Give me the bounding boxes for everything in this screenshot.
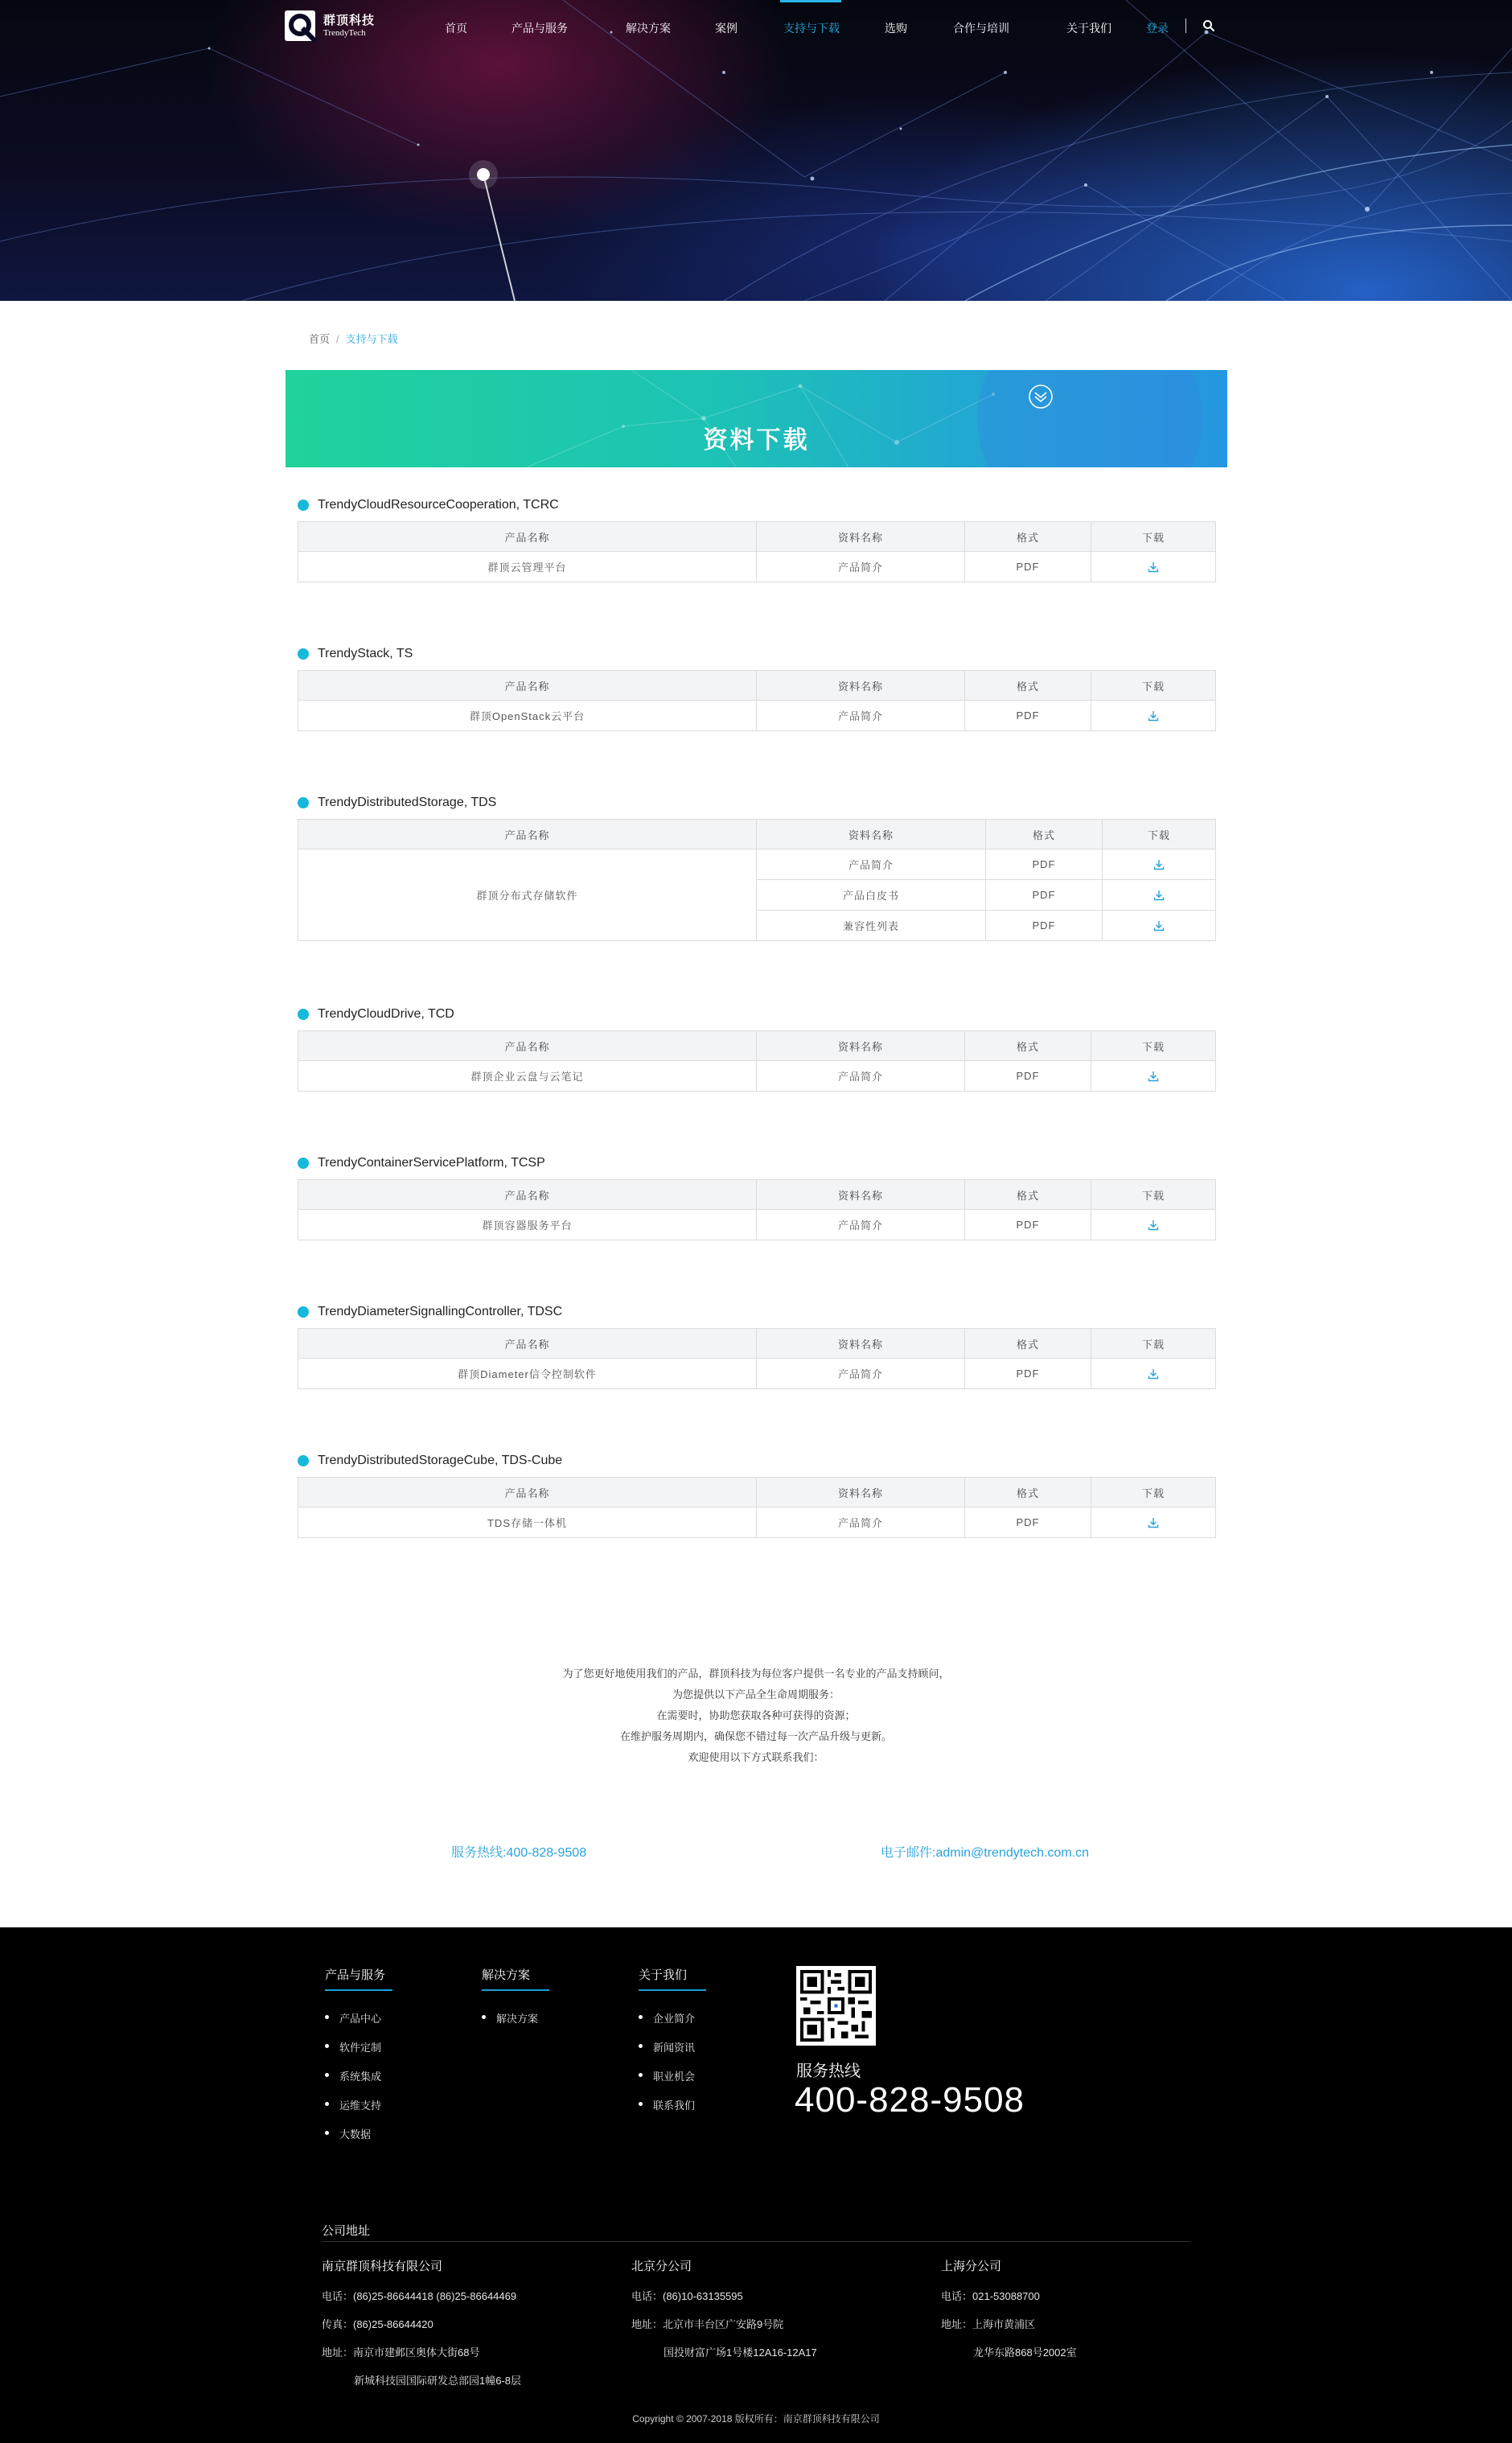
- intro-line: 在需要时，协助您获取各种可获得的资源；: [656, 1709, 856, 1721]
- section-title: TrendyDiameterSignallingController, TDSC: [318, 1305, 563, 1318]
- download-icon[interactable]: [1148, 561, 1159, 573]
- col-header-download: 下载: [1091, 1031, 1216, 1061]
- download-icon[interactable]: [1148, 710, 1159, 722]
- col-header-doc: 资料名称: [757, 1031, 965, 1061]
- table-header-row: [298, 1478, 1216, 1507]
- active-nav-indicator: [780, 0, 841, 2]
- office-address-cont: 龙华东路868号2002室: [973, 2346, 1077, 2359]
- footer-hotline-label: 服务热线: [796, 2063, 861, 2080]
- footer-column-products: [325, 1966, 392, 2155]
- download-icon[interactable]: [1148, 1517, 1159, 1528]
- section-bullet-icon: [298, 1009, 309, 1020]
- email-link[interactable]: 电子邮件:admin@trendytech.com.cn: [881, 1846, 1089, 1860]
- download-cell[interactable]: [1091, 1507, 1216, 1538]
- col-header-product: 产品名称: [298, 1329, 757, 1359]
- product-name-cell: 群顶OpenStack云平台: [298, 701, 757, 731]
- table-header-row: [298, 1180, 1216, 1210]
- qr-code: [796, 1966, 876, 2046]
- col-header-download: 下载: [1091, 522, 1216, 552]
- section-header: [298, 1302, 1215, 1322]
- breadcrumb-home[interactable]: 首页: [309, 333, 331, 345]
- doc-name-cell: 产品简介: [757, 1210, 965, 1240]
- table-row: [298, 1061, 1216, 1092]
- format-cell: PDF: [965, 701, 1091, 731]
- banner-title: 资料下载: [703, 427, 810, 454]
- product-section: [298, 1302, 1215, 1380]
- footer-link[interactable]: 企业简介: [639, 2010, 706, 2039]
- footer-link[interactable]: 职业机会: [639, 2068, 706, 2097]
- address-divider: [322, 2241, 1190, 2242]
- footer-link[interactable]: 新闻资讯: [639, 2039, 706, 2068]
- nav-cooperation-training[interactable]: 合作与培训: [953, 22, 1009, 35]
- logo-cn-text: 群顶科技: [323, 13, 376, 27]
- footer-column-title: 关于我们: [639, 1966, 706, 1991]
- col-header-doc: 资料名称: [757, 1180, 965, 1210]
- intro-line: 欢迎使用以下方式联系我们：: [688, 1751, 824, 1763]
- product-name-cell: TDS存储一体机: [298, 1507, 757, 1538]
- format-cell: PDF: [965, 1359, 1091, 1389]
- col-header-doc: 资料名称: [757, 671, 965, 701]
- table-header-row: [298, 1031, 1216, 1061]
- nav-about-us[interactable]: 关于我们: [1066, 22, 1111, 35]
- breadcrumb-separator: /: [336, 333, 339, 345]
- col-header-download: 下载: [1091, 1329, 1216, 1359]
- doc-name-cell: 产品简介: [757, 1061, 965, 1092]
- qr-code-icon: [800, 1970, 872, 2042]
- product-section: [298, 644, 1215, 722]
- doc-name-cell: 产品白皮书: [757, 880, 986, 911]
- table-row: [298, 552, 1216, 582]
- download-cell[interactable]: [1103, 849, 1216, 880]
- product-name-cell: 群顶容器服务平台: [298, 1210, 757, 1240]
- nav-home[interactable]: 首页: [445, 22, 467, 35]
- col-header-download: 下载: [1103, 820, 1216, 849]
- table-row: [298, 1359, 1216, 1389]
- table-header-row: [298, 820, 1216, 849]
- section-header: [298, 1451, 1215, 1470]
- logo-q-icon: [283, 9, 318, 43]
- section-title: TrendyDistributedStorage, TDS: [318, 796, 497, 809]
- footer-link[interactable]: 系统集成: [325, 2068, 392, 2097]
- office-beijing: [631, 2257, 937, 2372]
- col-header-product: 产品名称: [298, 1031, 757, 1061]
- nav-purchase[interactable]: 选购: [885, 22, 907, 35]
- support-intro: [0, 1664, 1512, 1768]
- section-bullet-icon: [298, 1158, 309, 1169]
- section-title: TrendyStack, TS: [318, 647, 413, 660]
- download-cell[interactable]: [1091, 1061, 1216, 1092]
- col-header-product: 产品名称: [298, 820, 757, 849]
- download-cell[interactable]: [1103, 911, 1216, 941]
- footer-column-title: 产品与服务: [325, 1966, 392, 1991]
- doc-name-cell: 产品简介: [757, 552, 965, 582]
- format-cell: PDF: [965, 1061, 1091, 1092]
- office-shanghai: [941, 2257, 1247, 2372]
- col-header-format: 格式: [965, 522, 1091, 552]
- footer-link[interactable]: 产品中心: [325, 2010, 392, 2039]
- section-header: [298, 1154, 1215, 1173]
- footer-link[interactable]: 软件定制: [325, 2039, 392, 2068]
- download-icon[interactable]: [1153, 859, 1165, 870]
- top-navigation: [0, 0, 1512, 55]
- download-table: [298, 670, 1216, 731]
- download-circle-icon: [1028, 384, 1054, 409]
- section-header: [298, 644, 1215, 664]
- section-bullet-icon: [298, 500, 309, 511]
- col-header-product: 产品名称: [298, 522, 757, 552]
- col-header-product: 产品名称: [298, 1180, 757, 1210]
- download-cell[interactable]: [1091, 701, 1216, 731]
- intro-line: 为您提供以下产品全生命周期服务：: [672, 1688, 840, 1701]
- office-address-cont: 新城科技园国际研发总部园1幢6-8层: [354, 2375, 522, 2387]
- col-header-doc: 资料名称: [757, 1478, 965, 1507]
- table-header-row: [298, 522, 1216, 552]
- office-address: 地址：南京市建邺区奥体大街68号: [322, 2346, 480, 2359]
- table-row: [298, 701, 1216, 731]
- site-logo[interactable]: [283, 9, 380, 43]
- address-title: 公司地址: [322, 2224, 371, 2238]
- download-cell[interactable]: [1091, 1359, 1216, 1389]
- section-header: [298, 496, 1215, 515]
- doc-name-cell: 产品简介: [757, 1359, 965, 1389]
- footer-column-title: 解决方案: [482, 1966, 549, 1991]
- table-row: [298, 1210, 1216, 1240]
- download-cell[interactable]: [1091, 552, 1216, 582]
- breadcrumb-current[interactable]: 支持与下载: [345, 333, 398, 345]
- footer-link[interactable]: 大数据: [325, 2126, 392, 2155]
- section-bullet-icon: [298, 648, 309, 660]
- downloads-banner: [286, 370, 1227, 467]
- nav-cases[interactable]: 案例: [715, 22, 738, 35]
- nav-solutions[interactable]: 解决方案: [626, 22, 671, 35]
- doc-name-cell: 兼容性列表: [757, 911, 986, 941]
- section-title: TrendyContainerServicePlatform, TCSP: [318, 1156, 545, 1170]
- download-cell[interactable]: [1103, 880, 1216, 911]
- section-title: TrendyDistributedStorageCube, TDS-Cube: [318, 1454, 563, 1467]
- download-icon[interactable]: [1148, 1368, 1159, 1380]
- nav-products-services[interactable]: 产品与服务: [512, 22, 568, 35]
- office-phone: 电话：021-53088700: [941, 2290, 1040, 2302]
- col-header-doc: 资料名称: [757, 820, 986, 849]
- section-bullet-icon: [298, 1455, 309, 1466]
- nav-divider: [1185, 19, 1186, 33]
- download-icon[interactable]: [1153, 920, 1165, 932]
- col-header-format: 格式: [965, 1031, 1091, 1061]
- breadcrumb: [309, 331, 398, 346]
- office-address: 地址：北京市丰台区广安路9号院: [631, 2318, 784, 2330]
- footer-column-solutions: [482, 1966, 549, 2039]
- office-name: 南京群顶科技有限公司: [322, 2260, 443, 2273]
- download-table: [298, 819, 1216, 941]
- office-fax: 传真：(86)25-86644420: [322, 2318, 433, 2330]
- product-section: [298, 793, 1215, 932]
- doc-name-cell: 产品简介: [757, 1507, 965, 1538]
- product-name-cell: 群顶分布式存储软件: [298, 849, 757, 941]
- format-cell: PDF: [965, 552, 1091, 582]
- section-title: TrendyCloudDrive, TCD: [318, 1007, 454, 1021]
- download-icon[interactable]: [1148, 1219, 1159, 1231]
- section-header: [298, 793, 1215, 812]
- product-name-cell: 群顶云管理平台: [298, 552, 757, 582]
- col-header-format: 格式: [965, 671, 1091, 701]
- office-name: 上海分公司: [941, 2260, 1002, 2273]
- office-phone: 电话：(86)25-86644418 (86)25-86644469: [322, 2290, 517, 2302]
- footer-link[interactable]: 联系我们: [639, 2097, 706, 2126]
- section-title: TrendyCloudResourceCooperation, TCRC: [318, 498, 559, 512]
- section-header: [298, 1005, 1215, 1024]
- office-nanjing: [322, 2257, 627, 2400]
- product-section: [298, 1154, 1215, 1232]
- download-cell[interactable]: [1091, 1210, 1216, 1240]
- table-header-row: [298, 1329, 1216, 1359]
- hero-banner: [0, 0, 1512, 301]
- intro-line: 为了您更好地使用我们的产品，群顶科技为每位客户提供一名专业的产品支持顾问，: [562, 1668, 950, 1680]
- product-section: [298, 1005, 1215, 1083]
- download-table: [298, 1030, 1216, 1092]
- format-cell: PDF: [965, 1507, 1091, 1538]
- download-icon[interactable]: [1148, 1071, 1159, 1082]
- format-cell: PDF: [965, 1210, 1091, 1240]
- col-header-product: 产品名称: [298, 1478, 757, 1507]
- download-table: [298, 1477, 1216, 1538]
- section-bullet-icon: [298, 1306, 309, 1318]
- format-cell: PDF: [986, 911, 1103, 941]
- footer-hotline-number: 400-828-9508: [795, 2080, 1025, 2120]
- search-icon[interactable]: [1202, 19, 1215, 32]
- download-table: [298, 1179, 1216, 1240]
- footer-column-about: [639, 1966, 706, 2126]
- col-header-download: 下载: [1091, 671, 1216, 701]
- table-header-row: [298, 671, 1216, 701]
- col-header-download: 下载: [1091, 1478, 1216, 1507]
- office-phone: 电话：(86)10-63135595: [631, 2290, 743, 2302]
- office-address-cont: 国投财富广场1号楼12A16-12A17: [664, 2346, 817, 2359]
- table-row: [298, 1507, 1216, 1538]
- col-header-download: 下载: [1091, 1180, 1216, 1210]
- col-header-format: 格式: [965, 1329, 1091, 1359]
- col-header-doc: 资料名称: [757, 1329, 965, 1359]
- col-header-format: 格式: [986, 820, 1103, 849]
- product-name-cell: 群顶Diameter信令控制软件: [298, 1359, 757, 1389]
- section-bullet-icon: [298, 797, 309, 808]
- login-link[interactable]: 登录: [1146, 22, 1169, 35]
- col-header-format: 格式: [965, 1180, 1091, 1210]
- format-cell: PDF: [986, 880, 1103, 911]
- logo-en-text: TrendyTech: [323, 27, 366, 38]
- product-name-cell: 群顶企业云盘与云笔记: [298, 1061, 757, 1092]
- copyright: Copyright © 2007-2018 版权所有：南京群顶科技有限公司: [632, 2413, 880, 2424]
- download-icon[interactable]: [1153, 890, 1165, 901]
- download-table: [298, 521, 1216, 582]
- product-section: [298, 496, 1215, 574]
- col-header-product: 产品名称: [298, 671, 757, 701]
- doc-name-cell: 产品简介: [757, 701, 965, 731]
- office-address: 地址：上海市黄浦区: [941, 2318, 1036, 2330]
- nav-support-download[interactable]: 支持与下载: [783, 22, 840, 35]
- product-section: [298, 1451, 1215, 1529]
- intro-line: 在维护服务周期内，确保您不错过每一次产品升级与更新。: [619, 1730, 892, 1742]
- footer-link[interactable]: 解决方案: [482, 2010, 549, 2039]
- download-table: [298, 1328, 1216, 1389]
- format-cell: PDF: [986, 849, 1103, 880]
- col-header-doc: 资料名称: [757, 522, 965, 552]
- service-hotline-link[interactable]: 服务热线:400-828-9508: [451, 1846, 587, 1860]
- table-row: [298, 849, 1216, 880]
- office-name: 北京分公司: [631, 2260, 692, 2273]
- footer-link[interactable]: 运维支持: [325, 2097, 392, 2126]
- col-header-format: 格式: [965, 1478, 1091, 1507]
- footer: [0, 1927, 1512, 2443]
- doc-name-cell: 产品简介: [757, 849, 986, 880]
